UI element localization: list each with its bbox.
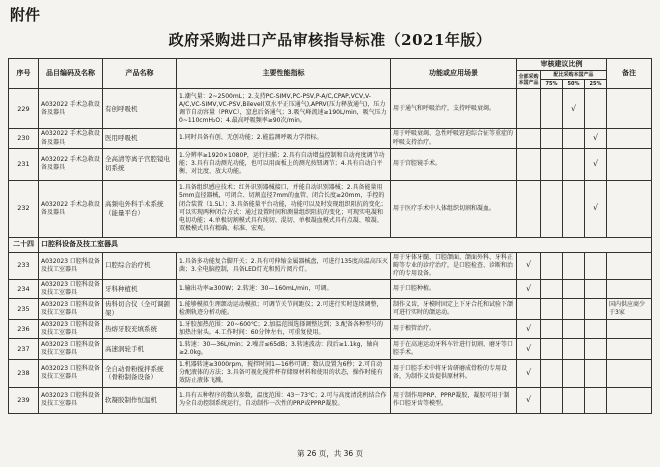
row-product: 口腔综合治疗机 xyxy=(103,252,177,279)
row-seq: 235 xyxy=(9,299,39,320)
row-code: A032023 口腔科设备及技工室器具 xyxy=(39,360,103,387)
row-function: 用于口腔种植。 xyxy=(391,279,517,298)
row-remark xyxy=(607,180,652,237)
row-ratio-cell xyxy=(517,387,541,413)
row-seq: 236 xyxy=(9,320,39,339)
check-mark-icon: √ xyxy=(570,103,577,113)
row-function: 用于医疗手术中人体组织切割和凝血。 xyxy=(391,180,517,237)
row-function: 用于通气和呼吸治疗，支持呼吸衰竭。 xyxy=(391,89,517,129)
row-ratio-cell xyxy=(563,339,585,360)
header-p25: 25% xyxy=(585,80,607,89)
row-seq: 237 xyxy=(9,339,39,360)
row-ratio-cell xyxy=(585,180,607,237)
row-function: 用于牙体牙髓、口腔颌面、颌面外科、牙科正畸等专业的诊疗治疗，是口腔检查、诊断和治疗的专用设备。 xyxy=(391,252,517,279)
row-ratio-cell xyxy=(563,299,585,320)
check-mark-icon: √ xyxy=(525,283,532,293)
table-row xyxy=(9,89,652,129)
row-ratio-cell xyxy=(563,279,585,298)
check-mark-icon: √ xyxy=(525,323,532,333)
header-code: 品目编码及名称 xyxy=(39,59,103,89)
check-mark-icon: √ xyxy=(592,133,599,143)
check-mark-icon: √ xyxy=(525,394,532,404)
header-function: 功能或应用场景 xyxy=(391,59,517,89)
row-remark xyxy=(607,279,652,298)
row-ratio-cell xyxy=(585,148,607,180)
row-remark xyxy=(607,360,652,387)
row-remark: 国内供应商少于3家 xyxy=(607,299,652,320)
row-ratio-cell xyxy=(541,148,563,180)
row-seq: 233 xyxy=(9,252,39,279)
row-function: 用于根管治疗。 xyxy=(391,320,517,339)
row-specs: 1.机器转速≥3000rpm，搅拌时间1—16秒可调；数认设置为6秒；2.可自动分配液体的方法；3.具备可视化搅拌杯存储原材料和使用的状态，操作时能有效防止液体飞溅。 xyxy=(177,360,391,387)
row-ratio-cell xyxy=(517,148,541,180)
row-ratio-cell xyxy=(563,89,585,129)
header-seq: 序号 xyxy=(9,59,39,89)
standards-table xyxy=(8,58,652,414)
header-ratio-group: 配比采购本国产品 xyxy=(541,71,607,80)
row-product: 热熔牙胶充填系统 xyxy=(103,320,177,339)
row-code: A032022 手术急救设备及器具 xyxy=(39,180,103,237)
row-code: A032022 手术急救设备及器具 xyxy=(39,89,103,129)
row-product: 高速涡轮手机 xyxy=(103,339,177,360)
row-specs: 1.具备多功能复合脚开关；2.具有可伸缩金属器械盘，可进行135度高温高压灭菌；3.全电脑控制，具备LED灯光和照片阅片灯。 xyxy=(177,252,391,279)
row-product: 有创呼吸机 xyxy=(103,89,177,129)
row-ratio-cell xyxy=(541,387,563,413)
row-ratio-cell xyxy=(541,89,563,129)
row-ratio-cell xyxy=(541,180,563,237)
row-ratio-cell xyxy=(517,339,541,360)
row-ratio-cell xyxy=(585,360,607,387)
row-ratio-cell xyxy=(563,252,585,279)
row-ratio-cell xyxy=(585,89,607,129)
row-ratio-cell xyxy=(585,387,607,413)
table-row xyxy=(9,180,652,237)
row-ratio-cell xyxy=(541,320,563,339)
row-ratio-cell xyxy=(585,339,607,360)
row-specs: 1.分辨率≥1920×1080P，运行扫描；2.具有自动增益控制和自动亮度调节功能；3.具有自动测光功能，也可以用面板上的测光按钮调节；4.具有自动白平衡、对比度、放大功能。 xyxy=(177,148,391,180)
table-row xyxy=(9,320,652,339)
row-product: 医用呼吸机 xyxy=(103,129,177,148)
row-code: A032023 口腔科设备及技工室器具 xyxy=(39,252,103,279)
row-function: 用于宫腔镜手术。 xyxy=(391,148,517,180)
row-ratio-cell xyxy=(563,320,585,339)
row-specs: 1.潮气量：2~2500mL；2.支持PC-SIMV,PC-PSV,P-A/C,CPAP,VCV,V-A/C,VC-SIMV,VC-PSV,Bilevel(双水平正压通气),APRV(压力释放通气)，压力调节自动容量（PRVC），窒息后备通气；3.吸气峰流速≥190L/min，吸气压力0~110cmH₂O；4.最高呼吸频率≥90次/min。 xyxy=(177,89,391,129)
row-remark xyxy=(607,148,652,180)
row-code: A032023 口腔科设备及技工室器具 xyxy=(39,339,103,360)
row-seq: 229 xyxy=(9,89,39,129)
row-remark xyxy=(607,339,652,360)
table-body xyxy=(9,89,652,413)
table-row xyxy=(9,339,652,360)
row-ratio-cell xyxy=(585,299,607,320)
row-specs: 1.同时具备有创、无创功能；2.能监测呼吸力学指标。 xyxy=(177,129,391,148)
row-remark xyxy=(607,252,652,279)
page-title: 政府采购进口产品审核指导标准（2021年版） xyxy=(168,31,492,49)
row-ratio-cell xyxy=(517,320,541,339)
table-row xyxy=(9,279,652,298)
table-row xyxy=(9,360,652,387)
row-ratio-cell xyxy=(585,252,607,279)
header-all-domestic: 全部采购本国产品 xyxy=(517,71,541,89)
table-row xyxy=(9,299,652,320)
row-product: 全自动骨粉搅拌系统（骨粉制备设备） xyxy=(103,360,177,387)
row-product: 高频电外科手术系统（能量平台） xyxy=(103,180,177,237)
row-code: A032023 口腔科设备及技工室器具 xyxy=(39,279,103,298)
header-product: 产品名称 xyxy=(103,59,177,89)
row-specs: 1.转速：30—36L/min；2.噪音≤65dB；3.转速波动：段后≥1.1kg，轴向≥2.0kg。 xyxy=(177,339,391,360)
row-product: 牙科种植机 xyxy=(103,279,177,298)
row-specs: 1.具备组织感应技术；红外识别器械接口，并能自动识别器械；2.具备能量用5mm直径器械，可闭合、切割直径7mm的血管、闭合长度≥20mm，手控的闭合装置（1.5L）；3.具备能量平台功能，功能可以及时发现组织阻抗的变化；可以实现两种闭合方式：通过设置时间和测量组织阻抗的变化；可现实电凝和电切功能；4.单极切割模式具有纯切、混切、单极凝血模式具有点凝、喷凝、双极模式具有精确、标准、宏观。 xyxy=(177,180,391,237)
check-mark-icon: √ xyxy=(525,343,532,353)
row-ratio-cell xyxy=(585,279,607,298)
check-mark-icon: √ xyxy=(592,158,599,168)
row-ratio-cell xyxy=(563,360,585,387)
row-code: A032022 手术急救设备及器具 xyxy=(39,148,103,180)
header-specs: 主要性能指标 xyxy=(177,59,391,89)
row-ratio-cell xyxy=(585,320,607,339)
row-function: 用于制作用PRP、PPRP凝胶，凝胶可用于制作口腔牙齿等模型。 xyxy=(391,387,517,413)
category-title: 口腔科设备及技工室器具 xyxy=(39,237,652,252)
row-product: 全高清等离子宫腔镜电切系统 xyxy=(103,148,177,180)
row-remark xyxy=(607,89,652,129)
row-seq: 239 xyxy=(9,387,39,413)
table-row xyxy=(9,148,652,180)
row-ratio-cell xyxy=(563,129,585,148)
row-remark xyxy=(607,320,652,339)
row-function: 用于呼吸衰竭、急性呼吸窘迫综合征等重症的呼吸支持治疗。 xyxy=(391,129,517,148)
row-seq: 232 xyxy=(9,180,39,237)
row-ratio-cell xyxy=(541,129,563,148)
check-mark-icon: √ xyxy=(525,368,532,378)
table-row xyxy=(9,252,652,279)
row-specs: 1.能够模拟生理颌动运动模拟；可调节关节间距仪；2.可进行实时连续调整，检测轨迹分析功能。 xyxy=(177,299,391,320)
row-remark xyxy=(607,387,652,413)
row-specs: 1.输出功率≥300W；2.转速：30—160mL/min，可调。 xyxy=(177,279,391,298)
row-ratio-cell xyxy=(517,252,541,279)
check-mark-icon: √ xyxy=(525,260,532,270)
row-code: A032022 手术急救设备及器具 xyxy=(39,129,103,148)
row-ratio-cell xyxy=(563,387,585,413)
row-ratio-cell xyxy=(541,252,563,279)
row-remark xyxy=(607,129,652,148)
header-p75: 75% xyxy=(541,80,563,89)
row-code: A032023 口腔科设备及技工室器具 xyxy=(39,387,103,413)
category-row xyxy=(9,237,652,252)
row-ratio-cell xyxy=(541,299,563,320)
row-seq: 231 xyxy=(9,148,39,180)
row-seq: 234 xyxy=(9,279,39,298)
row-code: A032023 口腔科设备及技工室器具 xyxy=(39,299,103,320)
row-product: 软凝胶制作恒温机 xyxy=(103,387,177,413)
row-ratio-cell xyxy=(517,279,541,298)
header-audit: 审核建议比例 xyxy=(517,59,607,71)
row-function: 用于在高速运动牙科车针进行切割、磨牙等口腔手术。 xyxy=(391,339,517,360)
row-code: A032023 口腔科设备及技工室器具 xyxy=(39,320,103,339)
annex-label: 附件 xyxy=(10,6,41,24)
check-mark-icon: √ xyxy=(592,203,599,213)
page-footer: 第 26 页，共 36 页 xyxy=(296,449,364,458)
row-seq: 238 xyxy=(9,360,39,387)
row-function: 制作义齿，牙模时固定上下牙合托和试验下颌可进行实时的颌运动。 xyxy=(391,299,517,320)
row-ratio-cell xyxy=(563,180,585,237)
row-ratio-cell xyxy=(541,279,563,298)
row-ratio-cell xyxy=(585,129,607,148)
row-ratio-cell xyxy=(517,360,541,387)
row-specs: 1.具有五种程序的数认参数，温度范围：43～73℃；2.可与高度清洗机结合作为全自动控制系统运行，自动制作一次性的PRP或PPRP凝胶。 xyxy=(177,387,391,413)
row-ratio-cell xyxy=(541,339,563,360)
row-ratio-cell xyxy=(517,299,541,320)
row-product: 齿科切合仪（全可调颌架） xyxy=(103,299,177,320)
row-ratio-cell xyxy=(517,180,541,237)
row-ratio-cell xyxy=(517,89,541,129)
table-row xyxy=(9,387,652,413)
row-function: 用于口腔手术中将牙齿研磨成骨粉的专用设备，为制作义齿提供原材料。 xyxy=(391,360,517,387)
row-ratio-cell xyxy=(517,129,541,148)
row-seq: 230 xyxy=(9,129,39,148)
row-specs: 1.牙胶加热范围：20~600℃；2.加温范围选择调整达到；3.配备各种型号的加热注射头。4.工作时间：60分钟左右，可重复使用。 xyxy=(177,320,391,339)
category-number: 二十四 xyxy=(9,237,39,252)
header-remark: 备注 xyxy=(607,59,652,89)
header-p50: 50% xyxy=(563,80,585,89)
row-ratio-cell xyxy=(563,148,585,180)
row-ratio-cell xyxy=(541,360,563,387)
table-row xyxy=(9,129,652,148)
